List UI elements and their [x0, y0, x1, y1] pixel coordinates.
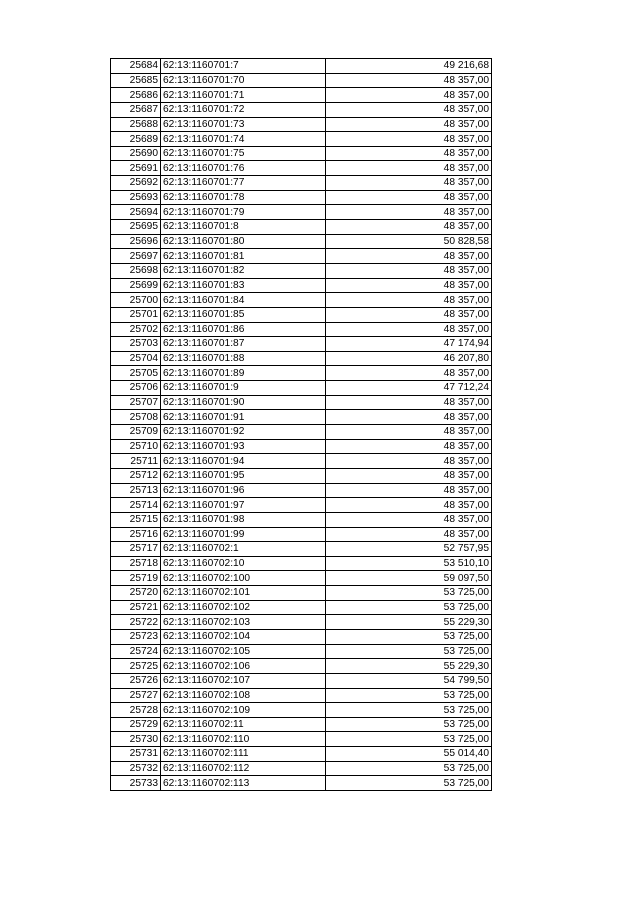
row-number-cell: 25703: [111, 337, 161, 352]
cadastral-value-cell: 48 357,00: [326, 454, 492, 469]
cadastral-number-cell: 62:13:1160702:106: [161, 659, 326, 674]
cadastral-value-cell: 48 357,00: [326, 439, 492, 454]
cadastral-number-cell: 62:13:1160701:98: [161, 512, 326, 527]
cadastral-value-cell: 53 725,00: [326, 586, 492, 601]
table-row: [111, 425, 492, 440]
row-number-cell: 25684: [111, 59, 161, 74]
row-number-cell: 25722: [111, 615, 161, 630]
table-row: [111, 263, 492, 278]
cadastral-number-cell: 62:13:1160702:108: [161, 688, 326, 703]
cadastral-number-cell: 62:13:1160701:84: [161, 293, 326, 308]
table-row: [111, 659, 492, 674]
table-row: [111, 556, 492, 571]
cadastral-number-cell: 62:13:1160701:86: [161, 322, 326, 337]
table-row: [111, 717, 492, 732]
row-number-cell: 25692: [111, 176, 161, 191]
row-number-cell: 25733: [111, 776, 161, 791]
cadastral-value-cell: 55 229,30: [326, 615, 492, 630]
cadastral-number-cell: 62:13:1160701:72: [161, 102, 326, 117]
cadastral-number-cell: 62:13:1160702:11: [161, 717, 326, 732]
table-row: [111, 439, 492, 454]
row-number-cell: 25720: [111, 586, 161, 601]
table-row: [111, 586, 492, 601]
cadastral-value-cell: 48 357,00: [326, 205, 492, 220]
row-number-cell: 25725: [111, 659, 161, 674]
cadastral-value-cell: 48 357,00: [326, 512, 492, 527]
cadastral-number-cell: 62:13:1160701:74: [161, 132, 326, 147]
cadastral-number-cell: 62:13:1160701:83: [161, 278, 326, 293]
cadastral-number-cell: 62:13:1160702:111: [161, 747, 326, 762]
table-row: [111, 468, 492, 483]
row-number-cell: 25695: [111, 220, 161, 235]
cadastral-number-cell: 62:13:1160701:81: [161, 249, 326, 264]
row-number-cell: 25718: [111, 556, 161, 571]
cadastral-number-cell: 62:13:1160701:91: [161, 410, 326, 425]
cadastral-value-cell: 48 357,00: [326, 468, 492, 483]
table-row: [111, 410, 492, 425]
cadastral-number-cell: 62:13:1160701:88: [161, 351, 326, 366]
cadastral-number-cell: 62:13:1160702:1: [161, 542, 326, 557]
cadastral-value-cell: 48 357,00: [326, 483, 492, 498]
row-number-cell: 25721: [111, 600, 161, 615]
cadastral-value-cell: 47 712,24: [326, 381, 492, 396]
table-row: [111, 366, 492, 381]
table-row: [111, 703, 492, 718]
cadastral-number-cell: 62:13:1160702:105: [161, 644, 326, 659]
cadastral-value-cell: 53 725,00: [326, 703, 492, 718]
cadastral-value-cell: 48 357,00: [326, 249, 492, 264]
row-number-cell: 25728: [111, 703, 161, 718]
cadastral-value-cell: 53 725,00: [326, 629, 492, 644]
row-number-cell: 25697: [111, 249, 161, 264]
cadastral-value-cell: 48 357,00: [326, 278, 492, 293]
cadastral-value-cell: 47 174,94: [326, 337, 492, 352]
cadastral-number-cell: 62:13:1160702:103: [161, 615, 326, 630]
cadastral-number-cell: 62:13:1160701:71: [161, 88, 326, 103]
document-table-container: [110, 58, 492, 791]
row-number-cell: 25717: [111, 542, 161, 557]
table-row: [111, 220, 492, 235]
row-number-cell: 25712: [111, 468, 161, 483]
row-number-cell: 25690: [111, 146, 161, 161]
row-number-cell: 25710: [111, 439, 161, 454]
cadastral-value-cell: 48 357,00: [326, 176, 492, 191]
row-number-cell: 25732: [111, 761, 161, 776]
cadastral-value-cell: 53 725,00: [326, 600, 492, 615]
table-row: [111, 615, 492, 630]
table-row: [111, 117, 492, 132]
row-number-cell: 25729: [111, 717, 161, 732]
cadastral-value-cell: 48 357,00: [326, 146, 492, 161]
row-number-cell: 25694: [111, 205, 161, 220]
row-number-cell: 25731: [111, 747, 161, 762]
table-row: [111, 498, 492, 513]
cadastral-value-cell: 48 357,00: [326, 220, 492, 235]
row-number-cell: 25693: [111, 190, 161, 205]
cadastral-value-cell: 55 014,40: [326, 747, 492, 762]
cadastral-value-cell: 46 207,80: [326, 351, 492, 366]
cadastral-value-cell: 48 357,00: [326, 102, 492, 117]
cadastral-value-cell: 48 357,00: [326, 117, 492, 132]
table-row: [111, 351, 492, 366]
row-number-cell: 25706: [111, 381, 161, 396]
row-number-cell: 25688: [111, 117, 161, 132]
cadastral-value-cell: 48 357,00: [326, 190, 492, 205]
cadastral-number-cell: 62:13:1160701:76: [161, 161, 326, 176]
table-row: [111, 761, 492, 776]
cadastral-number-cell: 62:13:1160701:8: [161, 220, 326, 235]
row-number-cell: 25716: [111, 527, 161, 542]
cadastral-value-cell: 48 357,00: [326, 88, 492, 103]
cadastral-number-cell: 62:13:1160701:95: [161, 468, 326, 483]
cadastral-value-cell: 53 725,00: [326, 776, 492, 791]
row-number-cell: 25707: [111, 395, 161, 410]
row-number-cell: 25698: [111, 263, 161, 278]
row-number-cell: 25715: [111, 512, 161, 527]
table-row: [111, 146, 492, 161]
cadastral-number-cell: 62:13:1160701:73: [161, 117, 326, 132]
cadastral-number-cell: 62:13:1160701:78: [161, 190, 326, 205]
cadastral-number-cell: 62:13:1160702:113: [161, 776, 326, 791]
cadastral-number-cell: 62:13:1160701:93: [161, 439, 326, 454]
cadastral-value-cell: 50 828,58: [326, 234, 492, 249]
table-row: [111, 747, 492, 762]
table-row: [111, 132, 492, 147]
cadastral-number-cell: 62:13:1160702:104: [161, 629, 326, 644]
table-row: [111, 293, 492, 308]
table-row: [111, 205, 492, 220]
row-number-cell: 25696: [111, 234, 161, 249]
cadastral-number-cell: 62:13:1160702:10: [161, 556, 326, 571]
cadastral-number-cell: 62:13:1160701:99: [161, 527, 326, 542]
table-row: [111, 161, 492, 176]
cadastral-value-cell: 54 799,50: [326, 673, 492, 688]
cadastral-number-cell: 62:13:1160701:89: [161, 366, 326, 381]
cadastral-value-table: [110, 58, 492, 791]
table-row: [111, 483, 492, 498]
cadastral-number-cell: 62:13:1160701:80: [161, 234, 326, 249]
cadastral-value-cell: 53 725,00: [326, 644, 492, 659]
cadastral-value-cell: 48 357,00: [326, 322, 492, 337]
table-row: [111, 395, 492, 410]
cadastral-number-cell: 62:13:1160702:110: [161, 732, 326, 747]
row-number-cell: 25726: [111, 673, 161, 688]
table-row: [111, 337, 492, 352]
table-row: [111, 776, 492, 791]
row-number-cell: 25686: [111, 88, 161, 103]
row-number-cell: 25687: [111, 102, 161, 117]
table-row: [111, 629, 492, 644]
row-number-cell: 25701: [111, 307, 161, 322]
row-number-cell: 25719: [111, 571, 161, 586]
cadastral-number-cell: 62:13:1160701:87: [161, 337, 326, 352]
row-number-cell: 25691: [111, 161, 161, 176]
cadastral-number-cell: 62:13:1160701:97: [161, 498, 326, 513]
cadastral-number-cell: 62:13:1160701:70: [161, 73, 326, 88]
cadastral-number-cell: 62:13:1160701:75: [161, 146, 326, 161]
cadastral-value-cell: 48 357,00: [326, 293, 492, 308]
cadastral-value-cell: 59 097,50: [326, 571, 492, 586]
row-number-cell: 25727: [111, 688, 161, 703]
table-row: [111, 59, 492, 74]
row-number-cell: 25685: [111, 73, 161, 88]
table-row: [111, 307, 492, 322]
cadastral-number-cell: 62:13:1160701:77: [161, 176, 326, 191]
cadastral-value-cell: 53 510,10: [326, 556, 492, 571]
row-number-cell: 25689: [111, 132, 161, 147]
table-row: [111, 644, 492, 659]
table-row: [111, 278, 492, 293]
cadastral-number-cell: 62:13:1160702:107: [161, 673, 326, 688]
table-row: [111, 234, 492, 249]
cadastral-number-cell: 62:13:1160701:92: [161, 425, 326, 440]
table-row: [111, 176, 492, 191]
cadastral-value-cell: 48 357,00: [326, 425, 492, 440]
table-row: [111, 527, 492, 542]
table-row: [111, 102, 492, 117]
cadastral-value-cell: 48 357,00: [326, 132, 492, 147]
cadastral-value-cell: 49 216,68: [326, 59, 492, 74]
row-number-cell: 25723: [111, 629, 161, 644]
cadastral-number-cell: 62:13:1160701:9: [161, 381, 326, 396]
cadastral-value-cell: 53 725,00: [326, 761, 492, 776]
cadastral-number-cell: 62:13:1160701:96: [161, 483, 326, 498]
cadastral-value-cell: 48 357,00: [326, 73, 492, 88]
cadastral-value-cell: 48 357,00: [326, 307, 492, 322]
cadastral-value-cell: 55 229,30: [326, 659, 492, 674]
cadastral-value-cell: 52 757,95: [326, 542, 492, 557]
row-number-cell: 25704: [111, 351, 161, 366]
cadastral-value-cell: 48 357,00: [326, 366, 492, 381]
row-number-cell: 25700: [111, 293, 161, 308]
cadastral-number-cell: 62:13:1160702:102: [161, 600, 326, 615]
table-row: [111, 322, 492, 337]
table-row: [111, 512, 492, 527]
cadastral-value-cell: 48 357,00: [326, 395, 492, 410]
table-row: [111, 673, 492, 688]
cadastral-number-cell: 62:13:1160701:79: [161, 205, 326, 220]
cadastral-value-cell: 48 357,00: [326, 410, 492, 425]
row-number-cell: 25702: [111, 322, 161, 337]
cadastral-number-cell: 62:13:1160702:109: [161, 703, 326, 718]
row-number-cell: 25709: [111, 425, 161, 440]
cadastral-number-cell: 62:13:1160702:100: [161, 571, 326, 586]
cadastral-value-cell: 48 357,00: [326, 527, 492, 542]
cadastral-number-cell: 62:13:1160701:85: [161, 307, 326, 322]
cadastral-number-cell: 62:13:1160701:94: [161, 454, 326, 469]
row-number-cell: 25708: [111, 410, 161, 425]
table-row: [111, 542, 492, 557]
table-row: [111, 73, 492, 88]
cadastral-value-cell: 48 357,00: [326, 263, 492, 278]
table-row: [111, 454, 492, 469]
cadastral-value-cell: 53 725,00: [326, 732, 492, 747]
row-number-cell: 25705: [111, 366, 161, 381]
cadastral-number-cell: 62:13:1160701:82: [161, 263, 326, 278]
row-number-cell: 25699: [111, 278, 161, 293]
table-row: [111, 688, 492, 703]
table-row: [111, 88, 492, 103]
row-number-cell: 25730: [111, 732, 161, 747]
row-number-cell: 25724: [111, 644, 161, 659]
row-number-cell: 25711: [111, 454, 161, 469]
table-body: [111, 59, 492, 791]
table-row: [111, 600, 492, 615]
table-row: [111, 249, 492, 264]
cadastral-value-cell: 53 725,00: [326, 688, 492, 703]
row-number-cell: 25713: [111, 483, 161, 498]
cadastral-number-cell: 62:13:1160702:112: [161, 761, 326, 776]
cadastral-number-cell: 62:13:1160701:7: [161, 59, 326, 74]
cadastral-value-cell: 53 725,00: [326, 717, 492, 732]
cadastral-value-cell: 48 357,00: [326, 498, 492, 513]
table-row: [111, 732, 492, 747]
cadastral-number-cell: 62:13:1160702:101: [161, 586, 326, 601]
cadastral-number-cell: 62:13:1160701:90: [161, 395, 326, 410]
table-row: [111, 571, 492, 586]
table-row: [111, 381, 492, 396]
cadastral-value-cell: 48 357,00: [326, 161, 492, 176]
row-number-cell: 25714: [111, 498, 161, 513]
table-row: [111, 190, 492, 205]
